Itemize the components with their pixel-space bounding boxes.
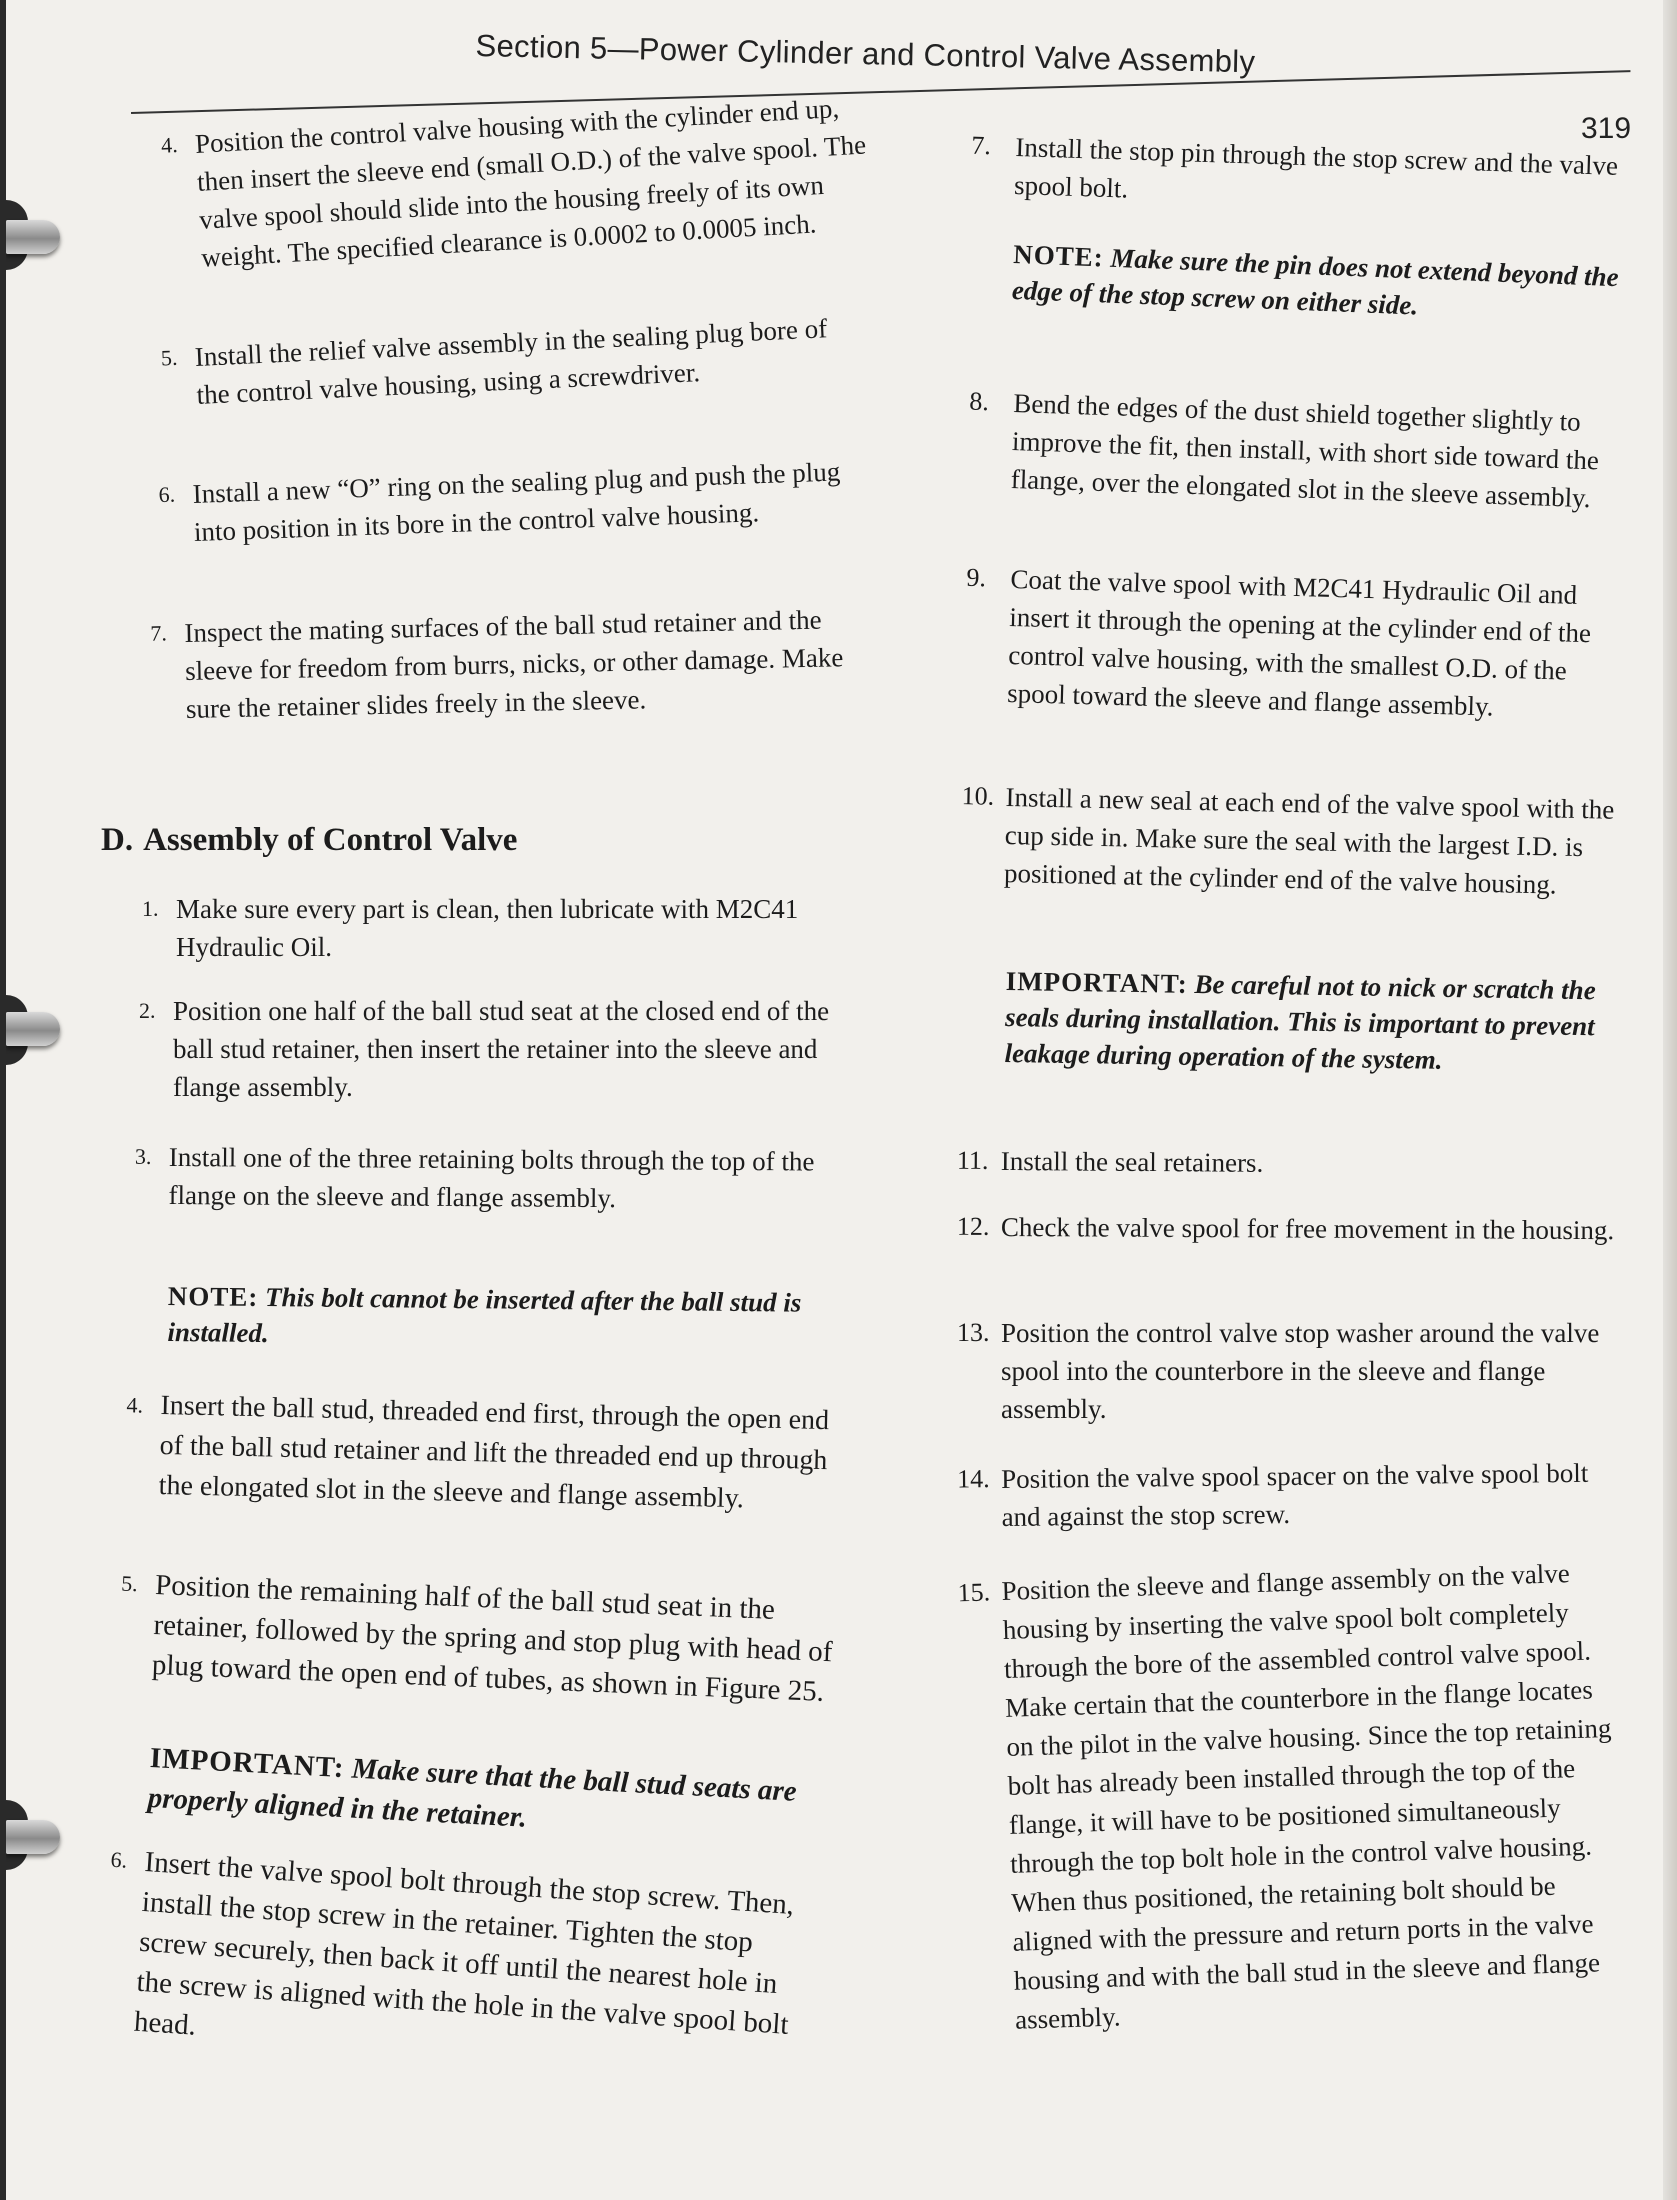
step-text: Position the control valve stop washer around the valve spool into the counterbore in the sleeve and flange assembly. [1001,1318,1600,1424]
header-rule [131,70,1630,114]
step-number: 1. [142,896,159,921]
step-text: Coat the valve spool with M2C41 Hydraulic Oil and insert it through the opening at the cylinder end of the control valve housing, with the smallest O.D. of the spool toward the sleeve and flange assembly. [1006,563,1592,722]
step-number: 14. [957,1464,990,1494]
note-label: NOTE: [1012,238,1105,273]
note-callout [1011,236,1628,332]
section-header: Section 5—Power Cylinder and Control Valve Assembly [475,28,1256,80]
step-number: 6. [109,1846,129,1873]
step-number: 7. [150,620,168,646]
step-number: 3. [134,1143,152,1169]
binder-ring [6,1012,60,1046]
list-item [957,1314,1621,1428]
list-item [126,1386,841,1521]
step-number: 5. [160,344,178,371]
page-edge [1663,0,1677,2200]
step-text: Position the valve spool spacer on the valve spool bolt and against the stop screw. [1001,1457,1589,1532]
step-text: Check the valve spool for free movement in the housing. [1000,1212,1615,1246]
important-callout [147,1738,835,1854]
step-text: Insert the valve spool bolt through the stop screw. Then, install the stop screw in the retainer. Tighten the stop screw securely, then back it off until the nearest hole in the screw is aligned with the hole in the valve spool bolt head. [133,1845,796,2042]
list-item [957,1454,1622,1536]
step-text: Inspect the mating surfaces of the ball stud retainer and the sleeve for freedom from burrs, nicks, or other damage. Make sure the retainer slides freely in the sleeve. [184,604,844,724]
step-number: 4. [126,1392,144,1418]
step-number: 11. [956,1145,989,1175]
step-number: 13. [957,1318,990,1347]
step-text: Bend the edges of the dust shield together slightly to improve the fit, then install, with short side toward the flange, over the elongated slot in the sleeve assembly. [1010,387,1600,514]
manual-page [6,0,1677,2200]
step-text: Install the stop pin through the stop screw and the valve spool bolt. [1013,131,1619,204]
step-text: Install a new seal at each end of the valve spool with the cup side in. Make sure the seal with the largest I.D. is positioned at the cylinder end of the valve housing. [1003,781,1615,900]
note-text: Make sure the pin does not extend beyond the edge of the stop screw on either side. [1011,242,1620,321]
important-text: Make sure that the ball stud seats are properly aligned in the retainer. [147,1752,798,1834]
list-item [160,88,871,277]
step-number: 12. [956,1211,990,1241]
list-item [961,778,1628,905]
important-text: Be careful not to nick or scratch the seals during installation. This is important to prevent leakage during operation of the system. [1004,968,1596,1075]
step-text: Position the control valve housing with the cylinder end up, then insert the sleeve end (small O.D.) of the valve spool. The valve spool should slide into the housing freely of its own weight. The specified clearance is 0.0002 to 0.0005 inch. [194,92,867,273]
section-title: Assembly of Control Valve [143,822,518,858]
important-callout [1004,963,1628,1081]
note-callout [167,1278,848,1357]
section-heading [101,822,517,859]
list-item [968,384,1628,518]
step-text: Install the seal retainers. [1000,1145,1264,1178]
list-item [956,1142,1621,1184]
list-item [142,890,848,966]
step-number: 4. [160,131,179,158]
list-item [956,1208,1621,1249]
step-number: 7. [970,130,992,161]
step-text: Position the remaining half of the ball stud seat in the retainer, followed by the spring and stop plug with head of plug toward the open end of tubes, as shown in Figure 25. [151,1568,834,1708]
note-label: NOTE: [167,1280,259,1312]
important-label: IMPORTANT: [1005,965,1188,999]
list-item [150,600,854,728]
step-text: Install a new “O” ring on the sealing plug and push the plug into position in its bore in the control valve housing. [192,456,841,547]
list-item [966,560,1629,729]
list-item [120,1565,835,1712]
step-number: 10. [961,781,995,811]
step-text: Position the sleeve and flange assembly on the valve housing by inserting the valve spool bolt completely through the bore of the assembled control valve spool. Make certain that the counterbore in the flange locates on the pilot in the valve housing. Since the top retaining bolt has already been installed through the top of the flange, it will have to be positioned simultaneously through the top bolt hole in the control valve housing. When thus positioned, the retaining bolt should be aligned with the pressure and return ports in the valve housing and with the ball stud in the sleeve and flange assembly. [1001,1558,1612,2035]
step-number: 8. [968,386,990,417]
important-label: IMPORTANT: [149,1741,346,1785]
step-number: 15. [957,1577,991,1608]
list-item [134,1138,847,1219]
list-item [158,452,854,551]
binder-ring [6,1820,60,1854]
list-item [957,1553,1630,2040]
step-text: Insert the ball stud, threaded end first, through the open end of the ball stud retainer and lift the threaded end up through the elongated slot in the sleeve and flange assembly. [158,1389,830,1515]
list-item [970,128,1626,223]
note-text: This bolt cannot be inserted after the ball stud is installed. [167,1282,802,1349]
step-number: 2. [139,998,156,1023]
list-item [109,1842,825,2087]
step-text: Install the relief valve assembly in the sealing plug bore of the control valve housing, using a screwdriver. [194,313,828,410]
step-number: 6. [158,481,176,508]
section-letter: D. [101,822,134,858]
list-item [160,308,857,414]
step-text: Position one half of the ball stud seat at the closed end of the ball stud retainer, then insert the retainer into the sleeve and flange assembly. [173,996,830,1102]
step-text: Install one of the three retaining bolts through the top of the flange on the sleeve and flange assembly. [168,1141,815,1214]
binder-ring [6,220,60,254]
step-text: Make sure every part is clean, then lubricate with M2C41 Hydraulic Oil. [176,894,799,962]
page-number: 319 [1581,112,1632,145]
step-number: 9. [966,562,987,593]
step-number: 5. [120,1570,139,1597]
list-item [139,992,848,1106]
